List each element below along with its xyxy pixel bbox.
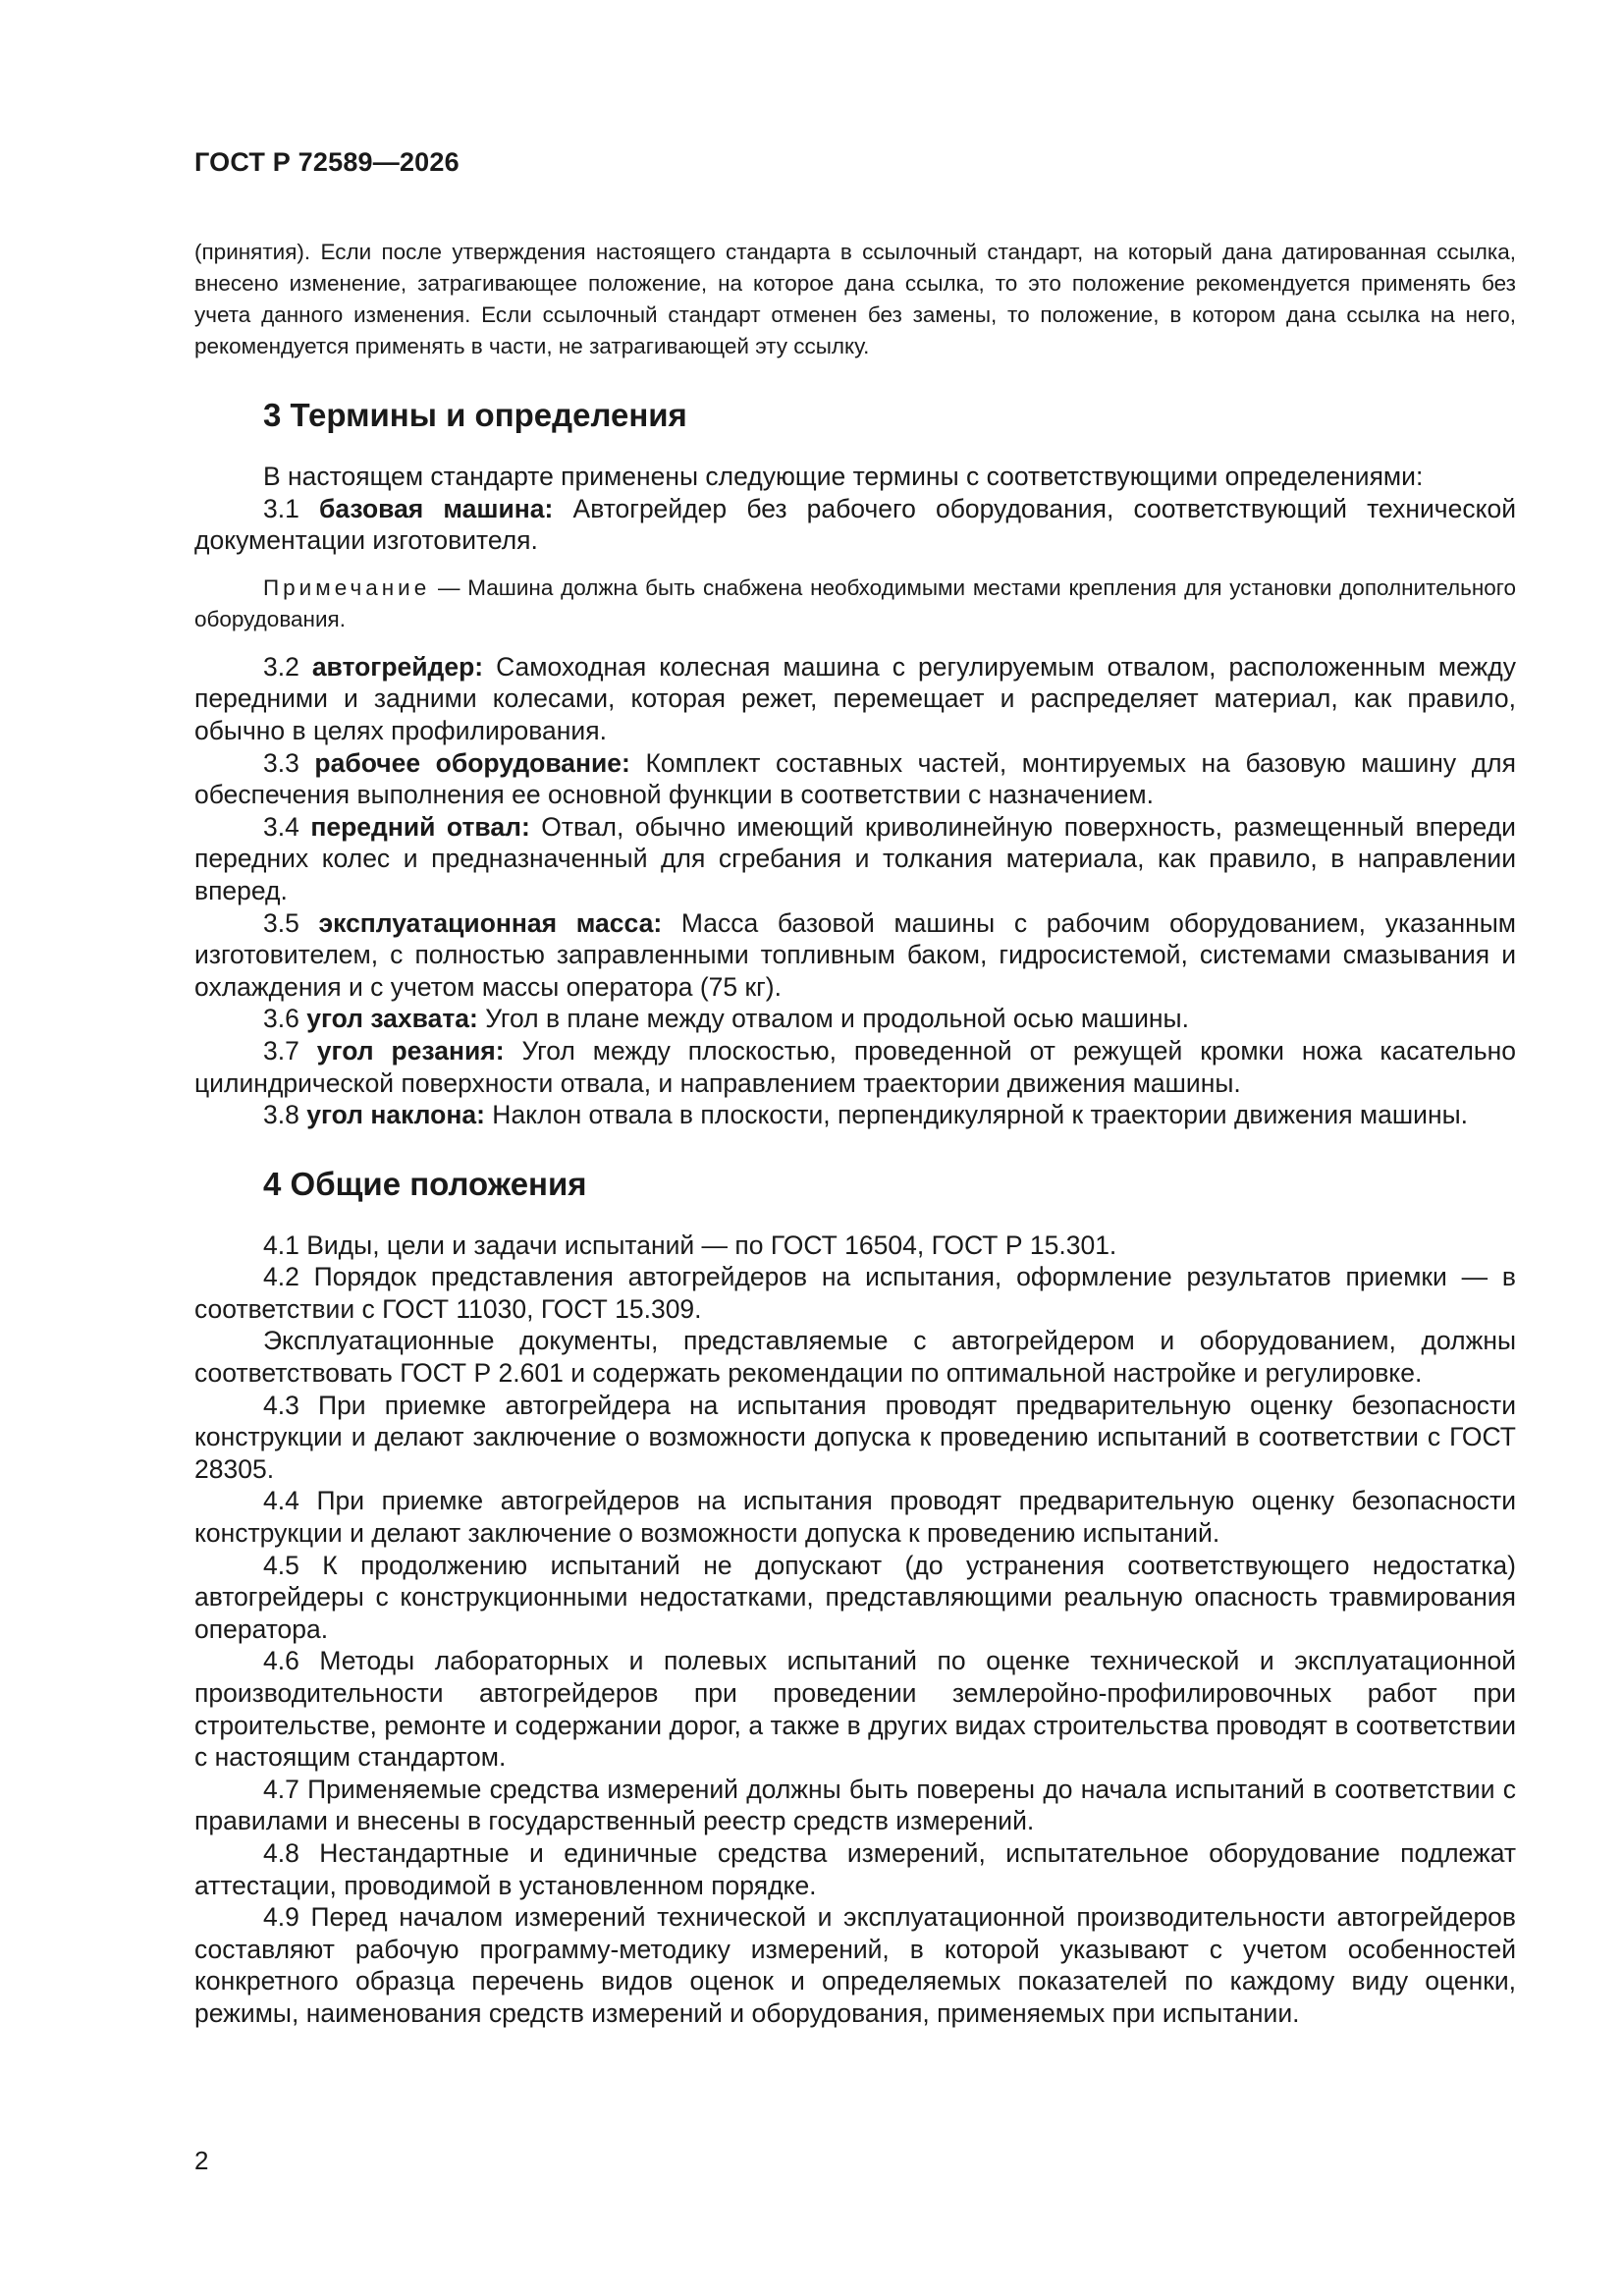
clause-4-9: 4.9 Перед началом измерений технической и эксплуатационной производительности автогрейдеров составляют рабочую программу-методику измерений, в которой указывают с учетом особенностей конкретного образца перечень видов оценок и определяемых показателей по каждому виду оценки, режимы, наименования средств измерений и оборудования, применяемых при испытании. [194, 1902, 1516, 2028]
clause-4-5: 4.5 К продолжению испытаний не допускают (до устранения соответствующего недостатка) автогрейдеры с конструкционными недостатками, представляющими реальную опасность травмирования оператора. [194, 1550, 1516, 1644]
term-number: 3.1 [263, 493, 319, 523]
term-3-8 [194, 1099, 1516, 1131]
term-name: угол захвата: [306, 1004, 478, 1034]
clause-4-6: 4.6 Методы лабораторных и полевых испытаний по оценке технической и эксплуатационной производительности автогрейдеров при проведении землеройно-профилировочных работ при строительстве, ремонте и содержании дорог, а также в других видах строительства проводят в соответствии с настоящим стандартом. [194, 1646, 1516, 1773]
term-3-4 [194, 811, 1516, 907]
term-name: передний отвал: [310, 811, 530, 842]
term-number: 3.3 [263, 747, 315, 778]
term-definition: Угол между плоскостью, проведенной от режущей кромки ножа касательно цилиндрической поверхности отвала, и направлением траектории движения машины. [194, 1035, 1516, 1098]
term-3-1 [194, 493, 1516, 557]
section-3-title: 3 Термины и определения [263, 397, 687, 433]
clause-4-3: 4.3 При приемке автогрейдера на испытания проводят предварительную оценку безопасности конструкции и делают заключение о возможности допуска к проведению испытаний в соответствии с ГОСТ 28305. [194, 1390, 1516, 1484]
term-name: эксплуатационная масса: [318, 907, 663, 938]
term-definition: Отвал, обычно имеющий криволинейную поверхность, размещенный впереди передних колес и предназначенный для сгребания и толкания материала, как правило, в направлении вперед. [194, 811, 1516, 905]
term-3-7 [194, 1035, 1516, 1099]
note-3-1 [194, 573, 1516, 635]
intro-paragraph: (принятия). Если после утверждения настоящего стандарта в ссылочный стандарт, на который дана датированная ссылка, внесено изменение, затрагивающее положение, на которое дана ссылка, то это положение рекомендуется применять без учета данного изменения. Если ссылочный стандарт отменен без замены, то положение, в котором дана ссылка на него, рекомендуется применять в части, не затрагивающей эту ссылку. [194, 240, 1516, 358]
term-definition: Наклон отвала в плоскости, перпендикулярной к траектории движения машины. [484, 1100, 1468, 1130]
section-3-lead: В настоящем стандарте применены следующие термины с соответствующими определениями: [263, 462, 1424, 491]
term-3-2 [194, 651, 1516, 747]
term-definition: Масса базовой машины с рабочим оборудованием, указанным изготовителем, с полностью заправленными топливным баком, гидросистемой, системами смазывания и охлаждения и с учетом массы оператора (75 кг). [194, 907, 1516, 1002]
term-name: угол наклона: [306, 1100, 485, 1130]
term-3-3 [194, 747, 1516, 811]
page-number: 2 [194, 2146, 209, 2175]
term-name: угол резания: [316, 1035, 505, 1066]
term-number: 3.4 [263, 811, 311, 842]
clause-4-8: 4.8 Нестандартные и единичные средства измерений, испытательное оборудование подлежат аттестации, проводимой в установленном порядке. [194, 1837, 1516, 1900]
term-definition: Автогрейдер без рабочего оборудования, соответствующий технической документации изготовителя. [194, 493, 1517, 556]
term-number: 3.8 [263, 1100, 307, 1130]
clause-4-4: 4.4 При приемке автогрейдеров на испытания проводят предварительную оценку безопасности конструкции и делают заключение о возможности допуска к проведению испытаний. [194, 1486, 1516, 1549]
clause-4-2: 4.2 Порядок представления автогрейдеров на испытания, оформление результатов приемки — в соответствии с ГОСТ 11030, ГОСТ 15.309. [194, 1262, 1516, 1324]
clause-4-1: 4.1 Виды, цели и задачи испытаний — по ГОСТ 16504, ГОСТ Р 15.301. [263, 1230, 1117, 1260]
document-page [194, 147, 1516, 2030]
document-header: ГОСТ Р 72589—2026 [194, 147, 460, 177]
term-name: базовая машина: [319, 493, 554, 523]
term-number: 3.2 [263, 651, 312, 682]
term-number: 3.6 [263, 1004, 307, 1034]
note-text: — Машина должна быть снабжена необходимыми местами крепления для установки дополнительного оборудования. [194, 574, 1516, 631]
term-definition: Самоходная колесная машина с регулируемым отвалом, расположенным между передними и задними колесами, которая режет, перемещает и распределяет материал, как правило, обычно в целях профилирования. [194, 651, 1517, 745]
note-label: Примечание [263, 574, 431, 600]
clause-4-2-continued: Эксплуатационные документы, представляемые с автогрейдером и оборудованием, должны соответствовать ГОСТ Р 2.601 и содержать рекомендации по оптимальной настройке и регулировке. [194, 1326, 1516, 1389]
term-name: автогрейдер: [311, 651, 484, 682]
clause-4-7: 4.7 Применяемые средства измерений должны быть поверены до начала испытаний в соответствии с правилами и внесены в государственный реестр средств измерений. [194, 1774, 1516, 1836]
term-definition: Угол в плане между отвалом и продольной осью машины. [477, 1004, 1189, 1034]
term-name: рабочее оборудование: [314, 747, 630, 778]
term-number: 3.5 [263, 907, 319, 938]
term-3-5 [194, 907, 1516, 1004]
section-4-title: 4 Общие положения [263, 1165, 587, 1202]
term-definition: Комплект составных частей, монтируемых на базовую машину для обеспечения выполнения ее основной функции в соответствии с назначением. [194, 747, 1516, 810]
term-3-6 [194, 1003, 1516, 1035]
term-number: 3.7 [263, 1035, 317, 1066]
